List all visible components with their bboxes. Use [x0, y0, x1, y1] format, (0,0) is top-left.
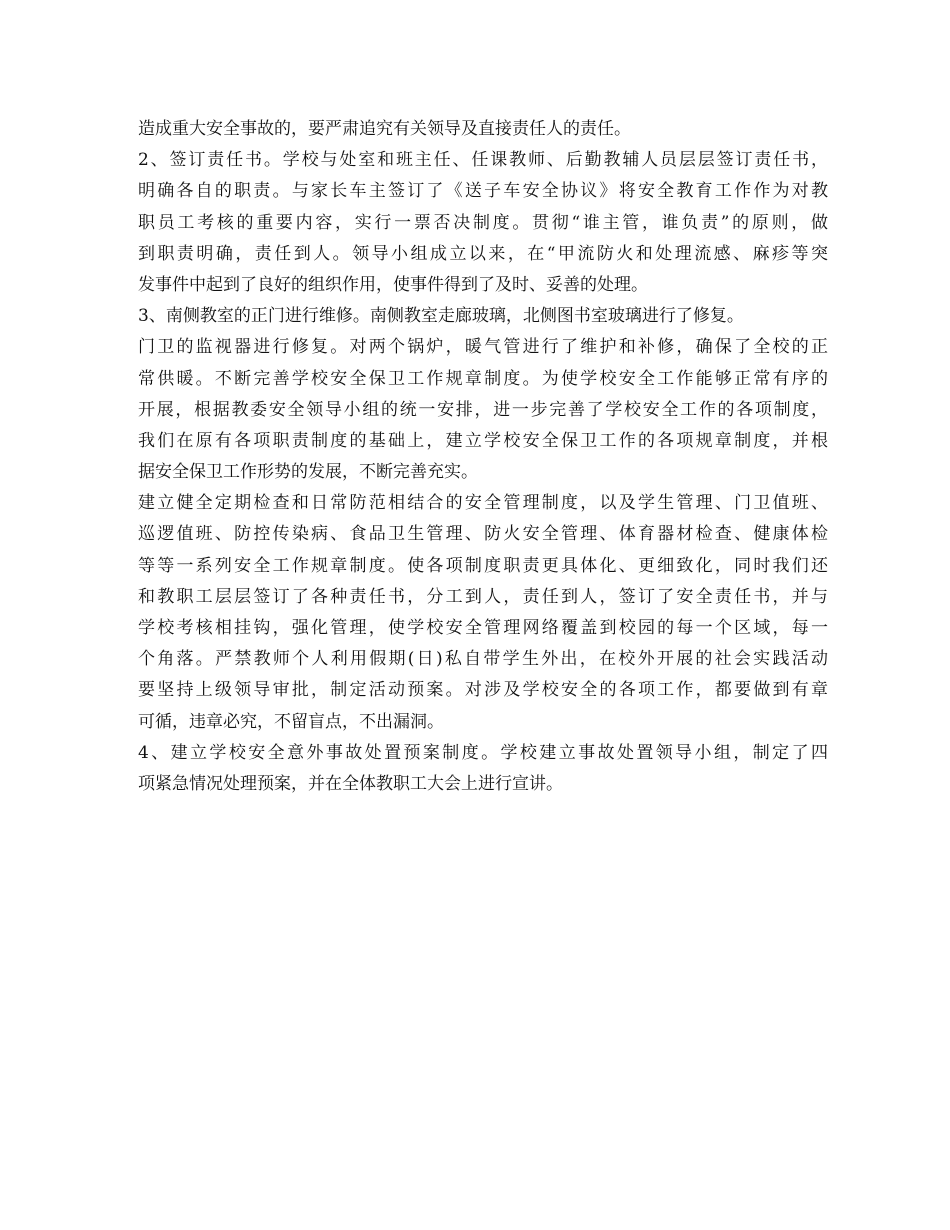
text-line: 巡逻值班、防控传染病、食品卫生管理、防火安全管理、体育器材检查、健康体检	[138, 524, 828, 545]
text-line: 和教职工层层签订了各种责任书，分工到人，责任到人，签订了安全责任书，并与	[138, 586, 828, 607]
text-line: 发事件中起到了良好的组织作用，使事件得到了及时、妥善的处理。	[138, 274, 648, 295]
text-line: 学校考核相挂钩，强化管理，使学校安全管理网络覆盖到校园的每一个区域，每一	[138, 618, 828, 638]
text-line: 项紧急情况处理预案，并在全体教职工大会上进行宣讲。	[138, 773, 563, 794]
text-line: 个角落。严禁教师个人利用假期(日)私自带学生外出，在校外开展的社会实践活动	[138, 649, 828, 670]
text-line: 等等一系列安全工作规章制度。使各项制度职责更具体化、更细致化，同时我们还	[138, 555, 828, 576]
text-line: 要坚持上级领导审批，制定活动预案。对涉及学校安全的各项工作，都要做到有章	[138, 680, 828, 701]
text-line: 职员工考核的重要内容，实行一票否决制度。贯彻“谁主管，谁负责”的原则，做	[138, 212, 828, 233]
text-line: 门卫的监视器进行修复。对两个锅炉，暖气管进行了维护和补修，确保了全校的正	[138, 337, 828, 358]
text-line: 据安全保卫工作形势的发展，不断完善充实。	[138, 462, 478, 483]
body-text	[138, 114, 828, 800]
text-line: 开展，根据教委安全领导小组的统一安排，进一步完善了学校安全工作的各项制度，	[138, 399, 828, 420]
text-line: 到职责明确，责任到人。领导小组成立以来，在“甲流防火和处理流感、麻疹等突	[138, 243, 828, 264]
text-line: 明确各自的职责。与家长车主签订了《送子车安全协议》将安全教育工作作为对教	[138, 181, 828, 202]
text-line: 4、建立学校安全意外事故处置预案制度。学校建立事故处置领导小组，制定了四	[138, 742, 828, 763]
text-line: 造成重大安全事故的，要严肃追究有关领导及直接责任人的责任。	[138, 119, 631, 139]
text-line: 可循，违章必究，不留盲点，不出漏洞。	[138, 711, 444, 732]
text-line: 建立健全定期检查和日常防范相结合的安全管理制度，以及学生管理、门卫值班、	[138, 493, 828, 514]
text-line: 3、南侧教室的正门进行维修。南侧教室走廊玻璃，北侧图书室玻璃进行了修复。	[138, 306, 744, 327]
text-line: 常供暖。不断完善学校安全保卫工作规章制度。为使学校安全工作能够正常有序的	[138, 368, 828, 389]
text-line: 我们在原有各项职责制度的基础上，建立学校安全保卫工作的各项规章制度，并根	[138, 430, 828, 451]
text-line: 2、签订责任书。学校与处室和班主任、任课教师、后勤教辅人员层层签订责任书，	[138, 150, 828, 171]
